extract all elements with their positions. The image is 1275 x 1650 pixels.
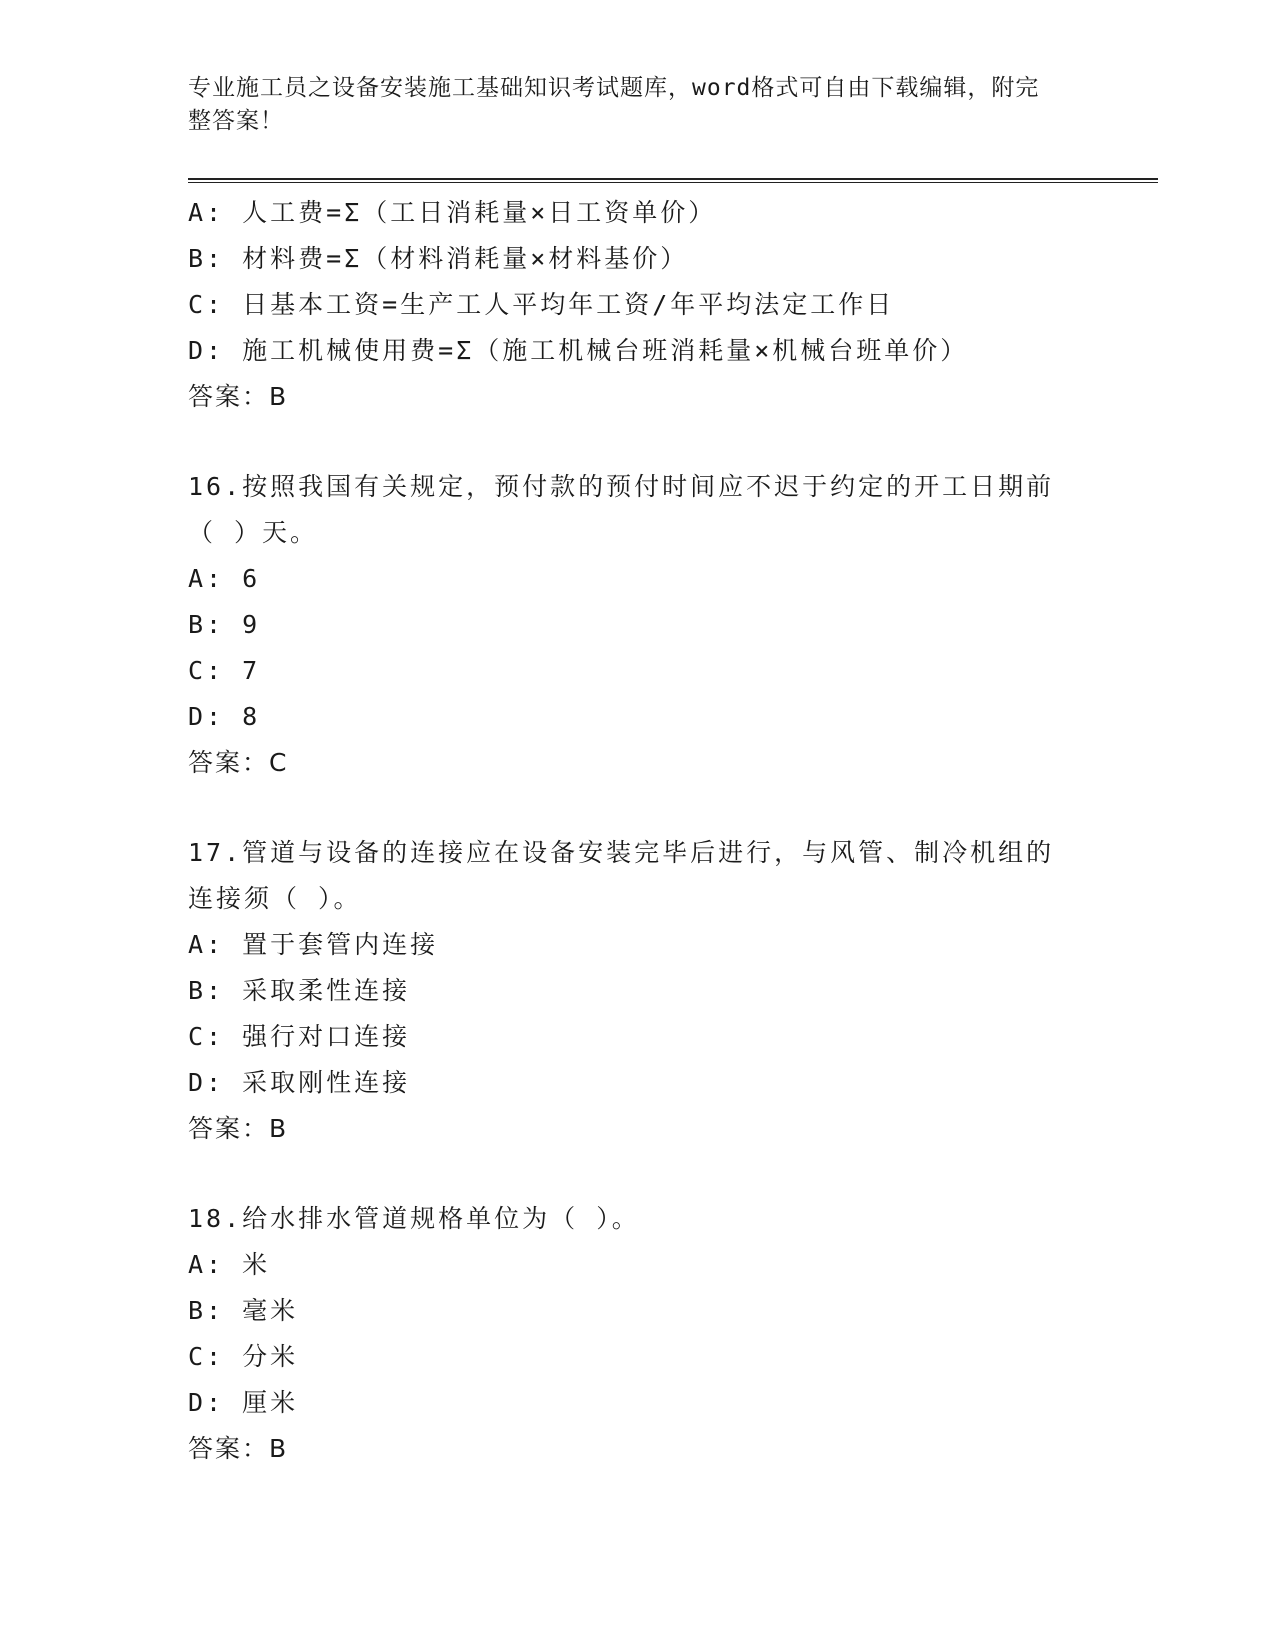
option-d: D: 施工机械使用费=Σ（施工机械台班消耗量×机械台班单价）	[188, 336, 969, 365]
option-b: B: 毫米	[188, 1296, 299, 1325]
question-18	[188, 1196, 1158, 1472]
option-d: D: 厘米	[188, 1388, 299, 1417]
question-text: 17.管道与设备的连接应在设备安装完毕后进行，与风管、制冷机组的连接须（ ）。	[188, 838, 1055, 913]
option-c: C: 分米	[188, 1342, 299, 1371]
question-15	[188, 190, 1158, 420]
option-c: C: 日基本工资=生产工人平均年工资/年平均法定工作日	[188, 290, 895, 319]
question-17	[188, 830, 1158, 1152]
question-text: 16.按照我国有关规定，预付款的预付时间应不迟于约定的开工日期前（ ）天。	[188, 472, 1055, 547]
answer: 答案：B	[188, 1434, 289, 1463]
question-text: 18.给水排水管道规格单位为（ ）。	[188, 1204, 640, 1233]
answer: 答案：B	[188, 382, 289, 411]
document-header: 专业施工员之设备安装施工基础知识考试题库，word格式可自由下载编辑，附完整答案！	[188, 75, 1040, 134]
option-a: A: 人工费=Σ（工日消耗量×日工资单价）	[188, 198, 717, 227]
option-c: C: 强行对口连接	[188, 1022, 411, 1051]
option-d: D: 采取刚性连接	[188, 1068, 411, 1097]
option-a: A: 米	[188, 1250, 271, 1279]
option-c: C: 7	[188, 656, 261, 685]
option-a: A: 置于套管内连接	[188, 930, 439, 959]
option-a: A: 6	[188, 564, 261, 593]
answer: 答案：B	[188, 1114, 289, 1143]
option-b: B: 材料费=Σ（材料消耗量×材料基价）	[188, 244, 689, 273]
option-b: B: 9	[188, 610, 261, 639]
option-d: D: 8	[188, 702, 261, 731]
question-list	[188, 190, 1158, 1472]
question-16	[188, 464, 1158, 786]
header-divider	[188, 178, 1158, 183]
option-b: B: 采取柔性连接	[188, 976, 411, 1005]
answer: 答案：C	[188, 748, 289, 777]
